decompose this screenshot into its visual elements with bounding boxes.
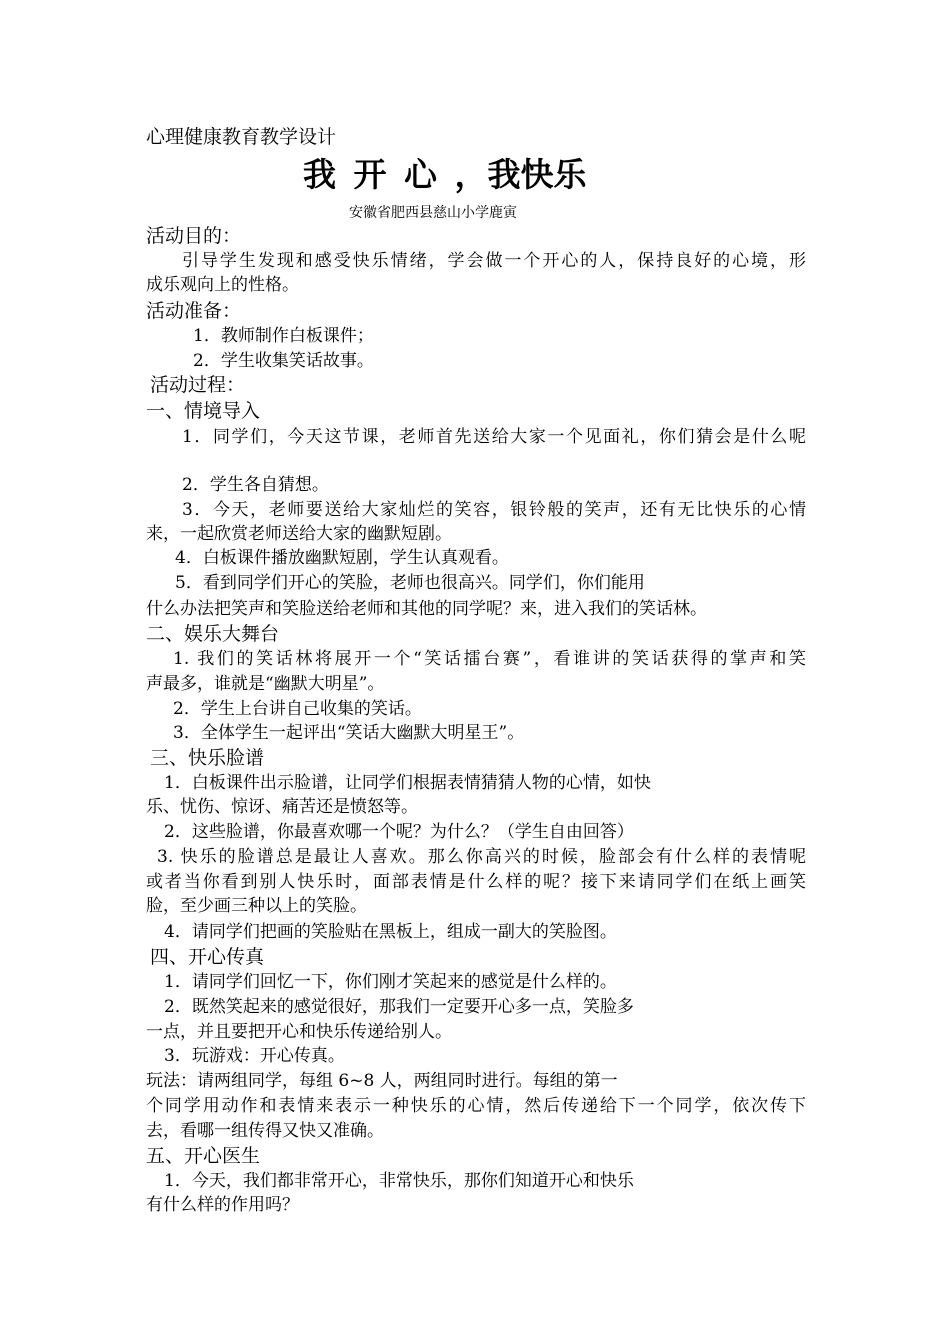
paragraph-line: 1．同学们，今天这节课，老师首先送给大家一个见面礼，你们猜会是什么呢 [182, 427, 806, 447]
section-heading: 二、娱乐大舞台 [146, 623, 280, 645]
paragraph-line: 3. 快乐的脸谱总是最让人喜欢。那么你高兴的时候，脸部会有什么样的表情呢 [157, 847, 806, 867]
paragraph-line: 声最多，谁就是“幽默大明星”。 [146, 674, 385, 694]
prep-item: 2．学生收集笑话故事。 [193, 351, 374, 371]
paragraph-line: 3．今天，老师要送给大家灿烂的笑容，银铃般的笑声，还有无比快乐的心情 [182, 500, 806, 520]
goal-text-line: 引导学生发现和感受快乐情绪，学会做一个开心的人，保持良好的心境，形 [182, 251, 806, 271]
paragraph-line: 玩法：请两组同学，每组 6~8 人，两组同时进行。每组的第一 [146, 1071, 618, 1091]
paragraph-line: 去，看哪一组传得又快又准确。 [146, 1121, 384, 1141]
paragraph-line: 一点，并且要把开心和快乐传递给别人。 [146, 1022, 452, 1042]
paragraph-line: 2．既然笑起来的感觉很好，那我们一定要开心多一点，笑脸多 [164, 997, 634, 1017]
section-heading: 五、开心医生 [146, 1145, 261, 1167]
goal-heading: 活动目的： [146, 225, 242, 247]
author-line: 安徽省肥西县慈山小学鹿寅 [349, 205, 517, 221]
paragraph-line: 个同学用动作和表情来表示一种快乐的心情，然后传递给下一个同学，依次传下 [146, 1096, 806, 1116]
paragraph-line: 3．玩游戏：开心传真。 [164, 1046, 345, 1066]
paragraph-line: 脸，至少画三种以上的笑脸。 [146, 896, 367, 916]
goal-text-line: 成乐观向上的性格。 [146, 275, 299, 295]
prep-item: 1．教师制作白板课件； [193, 326, 374, 346]
document-type: 心理健康教育教学设计 [146, 126, 337, 148]
paragraph-line: 3．全体学生一起评出“笑话大幽默大明星王”。 [173, 723, 525, 743]
paragraph-line: 4．请同学们把画的笑脸贴在黑板上，组成一副大的笑脸图。 [164, 922, 617, 942]
paragraph-line: 或者当你看到别人快乐时，面部表情是什么样的呢？接下来请同学们在纸上画笑 [146, 872, 806, 892]
paragraph-line: 1．请同学们回忆一下，你们刚才笑起来的感觉是什么样的。 [164, 972, 617, 992]
paragraph-line: 2．这些脸谱，你最喜欢哪一个呢？为什么？（学生自由回答） [164, 822, 634, 842]
section-heading: 三、快乐脸谱 [150, 747, 265, 769]
paragraph-line: 什么办法把笑声和笑脸送给老师和其他的同学呢？来，进入我们的笑话林。 [146, 599, 707, 619]
section-heading: 四、开心传真 [150, 946, 265, 968]
paragraph-line: 1．白板课件出示脸谱，让同学们根据表情猜猜人物的心情，如快 [164, 773, 651, 793]
paragraph-line: 2．学生上台讲自己收集的笑话。 [173, 699, 422, 719]
process-heading: 活动过程： [150, 374, 246, 396]
section-heading: 一、情境导入 [146, 400, 261, 422]
prep-heading: 活动准备： [146, 300, 242, 322]
paragraph-line: 5．看到同学们开心的笑脸，老师也很高兴。同学们，你们能用 [175, 573, 645, 593]
paragraph-line: 有什么样的作用吗？ [146, 1195, 299, 1215]
paragraph-line: 来，一起欣赏老师送给大家的幽默短剧。 [146, 524, 452, 544]
document-title: 我 开 心 ，我快乐 [303, 155, 587, 194]
paragraph-line: 乐、忧伤、惊讶、痛苦还是愤怒等。 [146, 797, 418, 817]
paragraph-line: 2．学生各自猜想。 [182, 475, 329, 495]
paragraph-line: 1．今天，我们都非常开心，非常快乐，那你们知道开心和快乐 [164, 1171, 634, 1191]
paragraph-line: 4．白板课件播放幽默短剧，学生认真观看。 [175, 548, 509, 568]
paragraph-line: 1. 我们的笑话林将展开一个“笑话擂台赛”，看谁讲的笑话获得的掌声和笑 [173, 649, 806, 669]
